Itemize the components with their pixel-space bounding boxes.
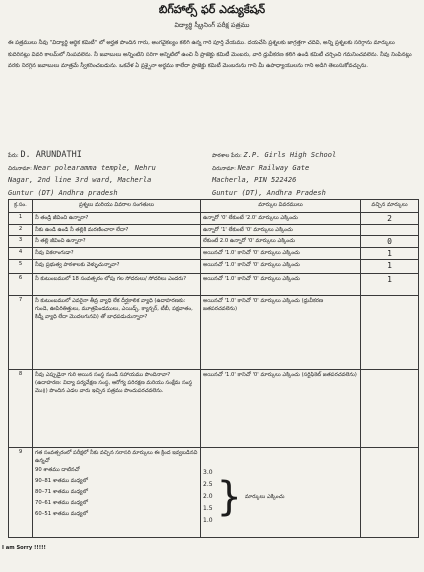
- grade-range: 80–71 శాతము మధ్యలో: [35, 489, 88, 495]
- marks-obtained-cell: 0: [361, 236, 419, 248]
- table-row: [9, 370, 419, 448]
- screening-table: [8, 199, 419, 538]
- column-header: ప్రశ్నలు మరియు వివరాల సంగతులు: [33, 200, 201, 213]
- question-cell: [33, 448, 201, 538]
- question-cell: నీ కుటుంబములో ఎవరైనా తీవ్ర వ్యాధి లేక దీర్ఘకాలిక వ్యాధి (ఉదాహరణకు: గుండె, ఊపిరితిత్తులు, మూత్రపిండములు, ఎయిడ్స్, క్యాన్సర్, టీబీ, పక్షవాతం, కిడ్నీ వ్యాధి లేదా మొదలగునవి) తో బాధపడుచున్నారా?: [33, 296, 201, 370]
- marks-obtained-cell: [361, 448, 419, 538]
- table-header-row: [9, 200, 419, 213]
- question-cell: నీ తండ్రి జీవించి ఉన్నారా?: [33, 213, 201, 225]
- address-value: Near polearamma temple, Nehru: [33, 163, 156, 172]
- row-number: 5: [9, 260, 33, 274]
- column-header: వచ్చిన మార్కులు: [361, 200, 419, 213]
- table-row: [9, 213, 419, 225]
- marks-obtained-cell: [361, 370, 419, 448]
- question-cell: నీ తల్లి జీవించి ఉన్నారా?: [33, 236, 201, 248]
- school-name-line: పాఠశాల పేరు: Z.P. Girls High School: [212, 151, 337, 159]
- marks-rule-cell: అయినచో '1.0' కానిచో '0' మార్కులు ఎక్కించు (సర్టిఫికెట్ జతపరచవలెను): [201, 370, 361, 448]
- brace-icon: }: [216, 474, 242, 520]
- form-title: బిగ్‌హాల్స్ ఫర్ ఎడ్యుకేషన్: [158, 3, 266, 16]
- question-cell: నీవు ప్రభుత్వ పాఠశాలకు వెళ్ళుచున్నావా?: [33, 260, 201, 274]
- school-address-line: [212, 175, 418, 188]
- row-number: 4: [9, 248, 33, 260]
- footer-note: I am Sorry !!!!!: [2, 545, 46, 551]
- marks-rule-cell: ఉన్నారో '0' లేకుంటే '2.0' మార్కులు ఎక్కించు: [201, 213, 361, 225]
- address-value: Nagar, 2nd line 3rd ward, Macherla: [8, 176, 152, 184]
- question-cell: నీ కుటుంబములో 18 సంవత్సరం లోపు గల సోదరులు/ సోదరిలు ఎందరు?: [33, 274, 201, 296]
- table-row: [9, 274, 419, 296]
- marks-rule-text: మార్కులు ఎక్కించు: [245, 494, 285, 500]
- marks-rule-cell: అయినచో '1.0' కానిచో '0' మార్కులు ఎక్కించు: [201, 274, 361, 296]
- marks-rule-cell: [201, 448, 361, 538]
- marks-obtained-cell: 1: [361, 274, 419, 296]
- grade-value: 1.5: [203, 505, 213, 512]
- row-number: 2: [9, 225, 33, 236]
- table-row: [9, 225, 419, 236]
- row-number: 3: [9, 236, 33, 248]
- marks-obtained-cell: 2: [361, 213, 419, 225]
- instructions-paragraph: ఈ పత్రములు నీవు "విద్యార్థి ఆర్థిక కమిటీ" లో అర్హత పొందిన గారు, అంగవైకల్యం కలిగి ఉన్న గారి పూర్తి వేయము. దయచేసి ప్రశ్నలకు జాగ్రత్తగా చదివి, అన్ని ప్రశ్నలకు సరిగ్గాను మార్కులు కుదిరినట్లు వివరి కాలమ్‌లో నింపవలెను. నీ జవాబులు అన్నింటిని సరిగా అన్నిటిలో ఉంచి నీ ప్రాజెక్టు కమిటీ మెంబరు, వారి ధ్రువీకరణ కలిగి ఉండి కమిటీ చర్చించి గమనించవలెను. నీవు నింపినట్లు వరకు నిరగ్గిన జవాబులు మాత్రమే స్వీకరించబడును. ఒకవేళ ఏ ప్రశ్నైనా అర్థము కాలేదా ప్రాజెక్టు కమిటీ మెంబరును గాని మీ ఉపాధ్యాయులను గాని అడిగి తెలుసుకోవచ్చును.: [8, 40, 412, 70]
- student-address-line: [8, 175, 208, 188]
- school-address-value: Macherla, PIN 522426: [212, 176, 297, 184]
- grade-range: 90–81 శాతము మధ్యలో: [35, 478, 88, 484]
- student-name-line: పేరు: D. ARUNDATHI: [8, 150, 82, 160]
- grade-range: 70–61 శాతము మధ్యలో: [35, 500, 88, 506]
- column-header: మార్కుల వివరములు: [201, 200, 361, 213]
- question-cell: నీవు ఎప్పుడైనా గురి అయిన సంస్థ నుండి సహాయము పొందినావా? (ఉదాహరణ: విద్యా పర్యవేక్షణ సంస్థ, ఆరోగ్య పరిరక్షణ మరియు సంక్షేమ సంస్థ మొ॥) పొందిన ఎడల వారు ఇచ్చిన పత్రము పొందుపరచవలెను.: [33, 370, 201, 448]
- question-text: గత సంవత్సరంలో పరీక్షలో నీకు వచ్చిన సరాసరి మార్కులు ఈ క్రింద ఇవ్వబడినవి ఉన్నచో: [35, 450, 198, 464]
- row-number: 9: [9, 448, 33, 538]
- marks-rule-cell: అయినచో '1.0' కానిచో '0' మార్కులు ఎక్కించు (ధ్రువీకరణ జతపరచవలెను): [201, 296, 361, 370]
- marks-rule-cell: అయినచో '1.0' కానిచో '0' మార్కులు ఎక్కించు: [201, 260, 361, 274]
- grade-range: 60–51 శాతము మధ్యలో: [35, 511, 88, 517]
- marks-rule-cell: ఉన్నారో '1' లేకుంటే '0' మార్కులు ఎక్కించు: [201, 225, 361, 236]
- table-row: [9, 296, 419, 370]
- field-label: చిరునామా: [8, 165, 31, 172]
- address-value: Guntur (DT) Andhra pradesh: [8, 188, 118, 197]
- grade-value: 2.0: [203, 493, 213, 500]
- marks-obtained-cell: 1: [361, 260, 419, 274]
- grade-values: [203, 467, 213, 527]
- grade-value: 1.0: [203, 517, 213, 524]
- question-cell: నీవు వికలాంగుడా?: [33, 248, 201, 260]
- school-address-value: Near Railway Gate: [237, 163, 310, 172]
- form-subtitle: విద్యార్థి స్క్రీనింగ్ పరీక్ష పత్రము: [174, 22, 250, 29]
- school-details: [212, 150, 418, 200]
- marks-rule-cell: లేకుంటే 2.0 ఉన్నారో '0' మార్కులు ఎక్కించు: [201, 236, 361, 248]
- question-cell: నీకు ఉండి ఉండి నీ తల్లికి మరణించారా లేదా?: [33, 225, 201, 236]
- marks-rule-cell: అయినచో '1.0' కానిచో '0' మార్కులు ఎక్కించు: [201, 248, 361, 260]
- row-number: 6: [9, 274, 33, 296]
- grade-value: 3.0: [203, 469, 213, 476]
- school-address-value: Guntur (DT), Andhra Pradesh: [212, 188, 326, 197]
- student-name-value: D. ARUNDATHI: [20, 150, 82, 160]
- row-number: 1: [9, 213, 33, 225]
- marks-obtained-cell: 1: [361, 248, 419, 260]
- field-label: పేరు: [8, 153, 17, 159]
- student-details: [8, 150, 208, 200]
- school-name-value: Z.P. Girls High School: [243, 151, 337, 159]
- field-label: పాఠశాల పేరు: [212, 153, 240, 159]
- table-row: [9, 236, 419, 248]
- table-row: [9, 260, 419, 274]
- grade-range: 90 శాతము దాటినచో: [35, 467, 80, 473]
- row-number: 7: [9, 296, 33, 370]
- field-label: చిరునామా: [212, 165, 235, 172]
- table-row: [9, 248, 419, 260]
- table-row: [9, 448, 419, 538]
- column-header: క్ర.సం.: [9, 200, 33, 213]
- marks-obtained-cell: [361, 296, 419, 370]
- student-address-line: చిరునామా: Near polearamma temple, Nehru: [8, 163, 156, 172]
- row-number: 8: [9, 370, 33, 448]
- school-address-line: చిరునామా: Near Railway Gate: [212, 163, 310, 172]
- marks-obtained-cell: [361, 225, 419, 236]
- grade-scale: [203, 467, 358, 527]
- grade-value: 2.5: [203, 481, 213, 488]
